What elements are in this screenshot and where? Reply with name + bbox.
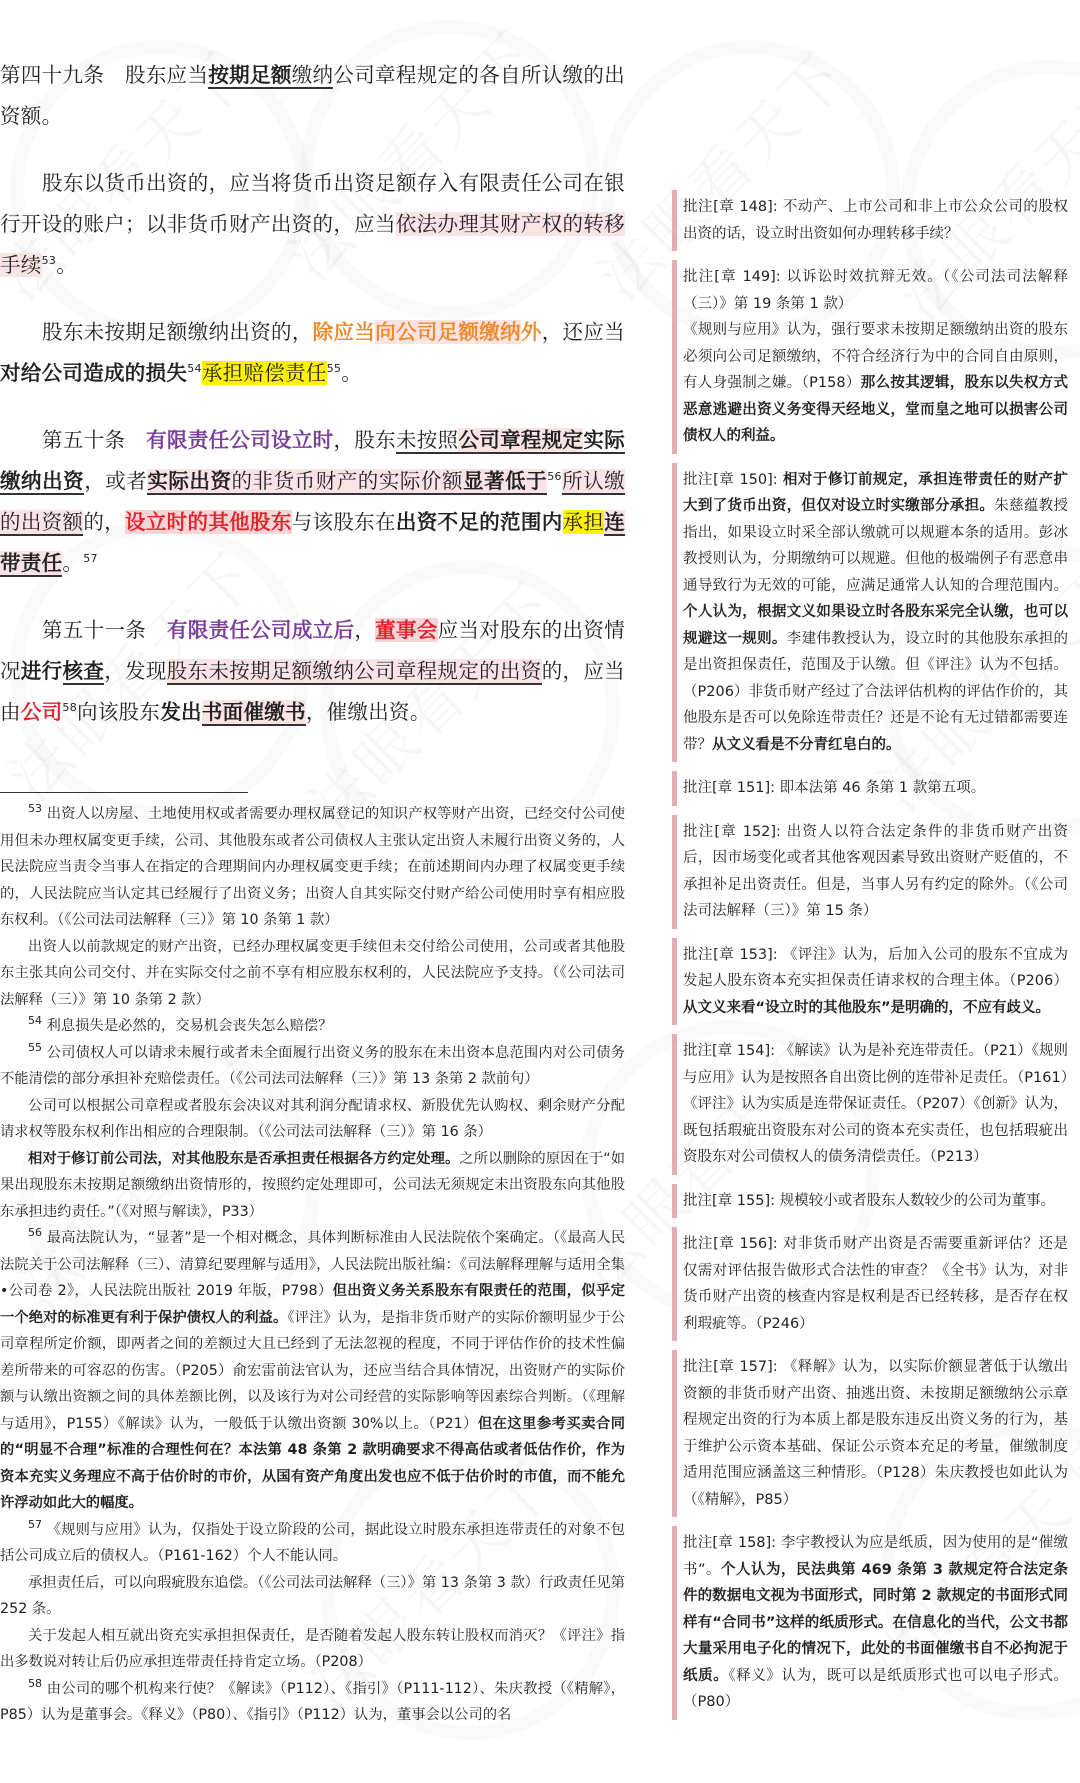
text-segment: 批注[章 149]: 以诉讼时效抗辩无效。（《公司法司法解释（三）》第 19 条第 1 款） — [683, 269, 1068, 312]
text-segment: 应当对股东的出资情况 — [0, 618, 625, 683]
text-segment: 。 — [341, 361, 363, 385]
text-segment: 《规则与应用》认为，仅指处于设立阶段的公司，据此设立时股东承担连带责任的对象不包括公司成立后的债权人。（P161-162）个人不能认同。 — [0, 1521, 625, 1564]
main-text — [0, 55, 625, 759]
text-segment: ，或者 — [84, 469, 148, 493]
text-segment: 依法办理其财产权的转移手续 — [0, 212, 625, 277]
text-segment: 对给公司造成的损失 — [0, 361, 188, 385]
text-segment: 之所以删除的原因在于“如果出现股东未按期足额缴纳出资情形的，按照约定处理即可，公司法无须规定未出资股东向其他股东承担违约责任。”（《对照与解读》，P33） — [0, 1150, 626, 1220]
text-segment: 《评注》认为，是指非货币财产的实际价额明显少于公司章程所定价额，即两者之间的差额过大且已经到了无法忽视的程度，不同于评估作价的技术性偏差所带来的可容忍的伤害。（P205）俞宏雷前法官认为，还应当结合具体情况，出资财产的实际价额与认缴出资额之间的具体差额比例，以及该行为对公司经营的实际影响等因素综合判断。（《理解与适用》，P155）《解读》认为，一般低于认缴出资额 30%以上。（P21） — [0, 1309, 625, 1432]
footnote-53 — [0, 801, 625, 934]
footnote-ref[interactable]: 58 — [28, 1676, 42, 1690]
text-segment: 董事会 — [375, 618, 438, 642]
text-segment: 股东以货币出资的，应当将货币出资足额存入有限责任公司在银行开设的账户；以非货币财产出资的，应当 — [0, 171, 625, 236]
text-segment: 未按照 — [395, 428, 459, 452]
text-segment: 除应当 — [312, 320, 376, 344]
text-segment: 批注[章 148]: 不动产、上市公司和非上市公众公司的股权出资的话，设立时出资如何办理转移手续？ — [683, 199, 1068, 242]
text-segment: 从文义来看“设立时的其他股东”是明确的，不应有歧义。 — [683, 999, 1051, 1016]
footnote-ref[interactable]: 56 — [547, 470, 562, 484]
text-segment: 批注[章 157]: 《释解》认为，以实际价额显著低于认缴出资额的非货币财产出资、抽逃出资、未按期足额缴纳公示章程规定出资的行为本质上都是股东违反出资义务的行为，基于维护公示资本基础、保证公示资本充足的考量，催缴制度适用范围应涵盖这三种情形。（P128）朱庆教授也如此认为（《精解》，P85） — [683, 1359, 1068, 1508]
footnote-ref[interactable]: 55 — [28, 1040, 42, 1054]
text-segment: 《规则与应用》认为，强行要求未按期足额缴纳出资的股东必须向公司足额缴纳，不符合经济行为中的合同自由原则，有人身强制之嫌。（P158） — [683, 322, 1068, 391]
text-segment: 设立时的其他股东 — [125, 510, 292, 534]
comment-152[interactable] — [672, 815, 1078, 929]
text-segment: 公司章程规定的各自所认缴的出资额。 — [0, 63, 625, 128]
footnote-55-note — [0, 1146, 625, 1226]
footnote-ref[interactable]: 53 — [41, 254, 57, 268]
text-segment: 所认缴的出资额 — [0, 469, 625, 534]
footnotes — [0, 801, 625, 1729]
text-segment: ，催缴出资。 — [305, 700, 431, 724]
text-segment: 最高法院认为，“显著”是一个相对概念，具体判断标准由人民法院依个案确定。（《最高人民法院关于公司法解释（三）、清算纪要理解与适用》，人民法院出版社编：《司法解释理解与适用全集•公司卷 2》，人民法院出版社 2019 年版，P798） — [0, 1230, 625, 1299]
text-segment: 公司 — [20, 700, 63, 724]
text-segment: ，还应当 — [541, 320, 625, 344]
comment-155[interactable] — [672, 1184, 1078, 1219]
text-segment: 第五十条 — [42, 428, 147, 452]
text-segment: 向该股东 — [77, 700, 161, 724]
comment-156[interactable] — [672, 1227, 1078, 1341]
text-segment: 公司债权人可以请求未履行或者未全面履行出资义务的股东在未出资本息范围内对公司债务不能清偿的部分承担补充赔偿责任。（《公司法司法解释（三）》第 13 条第 2 款前句） — [0, 1044, 625, 1087]
text-segment: 个人认为，民法典第 469 条第 3 款规定符合法定条件的数据电文视为书面形式，同时第 2 款规定的书面形式同样有“合同书”这样的纸质形式。在信息化的当代，公文书都大量采用电子化的情况下，此处的书面催缴书自不必拘泥于纸质。 — [683, 1561, 1068, 1684]
text-segment: 外 — [520, 320, 542, 344]
text-segment: 的，应当由 — [0, 659, 625, 724]
comment-150[interactable] — [672, 463, 1078, 763]
text-segment: 按期足额 — [208, 63, 292, 87]
text-segment: 关于发起人相互就出资充实承担担保责任，是否随着发起人股东转让股权而消灭？《评注》指出多数说对转让后仍应承担连带责任持肯定立场。（P208） — [0, 1627, 625, 1670]
footnote-ref[interactable]: 57 — [28, 1517, 42, 1531]
footnote-57-note — [0, 1623, 625, 1676]
text-segment: 公司可以根据公司章程或者股东会决议对其利润分配请求权、新股优先认购权、剩余财产分配请求权等股东权利作出相应的合理限制。（《公司法司法解释（三）》第 16 条） — [0, 1097, 625, 1140]
text-segment: 承担赔偿责任 — [201, 361, 327, 385]
text-segment: 有限责任公司成立后 — [166, 618, 355, 642]
text-segment: 批注[章 156]: 对非货币财产出资是否需要重新评估？还是仅需对评估报告做形式合法性的审查？《全书》认为，对非货币财产出资的核查内容是权利是否已经转移，是否存在权利瑕疵等。（P246） — [683, 1236, 1068, 1332]
text-segment: 批注[章 150]: — [683, 471, 783, 488]
text-segment: 但出资义务关系股东有限责任的范围，似乎定一个绝对的标准更有利于保护债权人的利益。 — [0, 1283, 626, 1326]
text-segment: ，股东 — [333, 428, 396, 452]
text-segment: 出资人以前款规定的财产出资，已经办理权属变更手续但未交付给公司使用，公司或者其他股东主张其向公司交付、并在实际交付之前不享有相应股东权利的，人民法院应予支持。（《公司法司法解释（三）》第 10 条第 2 款） — [0, 938, 625, 1008]
text-segment: 利息损失是必然的，交易机会丧失怎么赔偿？ — [42, 1018, 333, 1034]
text-segment: 李建伟教授认为，设立时的其他股东承担的是出资担保责任，范围及于认缴。但《评注》认为不包括。（P206）非货币财产经过了合法评估机构的评估作价的，其他股东是否可以免除连带责任？还是不论有无过错都需要连带？ — [683, 630, 1069, 753]
text-segment: 有限责任公司设立时 — [146, 428, 334, 452]
text-segment: 《释义》认为，既可以是纸质形式也可以电子形式。（P80） — [683, 1667, 1069, 1710]
text-segment: 与该股东在 — [291, 510, 396, 534]
text-segment: 批注[章 154]: 《解读》认为是补充连带责任。（P21）《规则与应用》认为是按照各自出资比例的连带补足责任。（P161）《评注》认为实质是连带保证责任。（P207）《创新》认为，既包括瑕疵出资股东对公司的资本充实责任，也包括瑕疵出资股东对公司债权人的债务清偿责任。（P213） — [683, 1043, 1068, 1165]
text-segment: 承担责任后，可以向瑕疵股东追偿。（《公司法司法解释（三）》第 13 条第 3 款）行政责任见第 252 条。 — [0, 1574, 625, 1617]
text-segment: 进行 — [20, 659, 63, 683]
comment-151[interactable] — [672, 771, 1078, 806]
footnote-ref[interactable]: 55 — [326, 362, 342, 376]
comment-148[interactable] — [672, 190, 1078, 251]
footnote-ref[interactable]: 56 — [28, 1226, 42, 1240]
text-segment: ，发现 — [104, 659, 167, 683]
footnote-ref[interactable]: 54 — [187, 362, 202, 376]
text-segment: 的非货币财产的实际价额 — [231, 469, 464, 493]
text-segment: 承担 — [562, 510, 605, 534]
text-segment: 批注[章 153]: 《评注》认为，后加入公司的股东不宜成为发起人股东资本充实担保责任请求权的合理主体。（P206） — [683, 946, 1068, 989]
footnote-divider — [0, 792, 248, 793]
footnote-ref[interactable]: 53 — [28, 802, 42, 816]
text-segment: 个人认为，根据文义如果设立时各股东采完全认缴，也可以规避这一规则。 — [683, 604, 1068, 647]
text-segment: 。 — [62, 551, 84, 575]
footnote-55 — [0, 1040, 625, 1093]
text-segment: 核查 — [62, 659, 105, 683]
text-segment: 批注[章 152]: 出资人以符合法定条件的非货币财产出资后，因市场变化或者其他客观因素导致出资财产贬值的，不承担补足出资责任。但是，当事人另有约定的除外。（《公司法司法解释（三）》第 15 条） — [683, 823, 1068, 919]
text-segment: 批注[章 158]: 李宇教授认为应是纸质，因为使用的是“催缴书”。 — [683, 1535, 1068, 1578]
text-segment: 相对于修订前规定，承担连带责任的财产扩大到了货币出资，但仅对设立时实缴部分承担。 — [683, 471, 1069, 514]
text-segment: 显著低于 — [463, 469, 548, 493]
text-segment: 连带责任 — [0, 510, 626, 575]
text-segment: 相对于修订前公司法，对其他股东是否承担责任根据各方约定处理。 — [28, 1150, 460, 1167]
text-segment: 那么按其逻辑，股东以失权方式恶意逃避出资义务变得天经地义，堂而皇之地可以损害公司债权人的利益。 — [683, 375, 1069, 444]
text-segment: 发出 — [160, 700, 202, 724]
text-segment: 股东未按期足额缴纳出资的， — [42, 320, 313, 344]
text-segment: 出资不足的范围内 — [395, 510, 563, 534]
article-49-para-2 — [0, 163, 625, 286]
footnote-53-cont — [0, 934, 625, 1014]
footnote-56 — [0, 1225, 625, 1517]
text-segment: 第五十一条 — [42, 618, 167, 642]
article-49-para-3 — [0, 312, 625, 394]
footnote-ref[interactable]: 57 — [83, 552, 98, 566]
text-segment: 但在这里参考买卖合同的“明显不合理”标准的合理性何在？本法第 48 条第 2 款明确要求不得高估或者低估作价，作为资本充实义务理应不高于估价时的市价，从国有资产角度出发也应不低于估价时的市值，而不能允许浮动如此大的幅度。 — [0, 1415, 626, 1511]
text-segment: 实际出资 — [147, 469, 232, 493]
article-49 — [0, 55, 625, 137]
comment-157[interactable] — [672, 1350, 1078, 1517]
footnote-ref[interactable]: 58 — [62, 701, 78, 715]
text-segment: 公司章程规定 — [458, 428, 584, 452]
comment-149[interactable] — [672, 260, 1078, 454]
text-segment: 的， — [83, 510, 126, 534]
text-segment: 向公司足额缴纳 — [375, 320, 521, 344]
text-segment: 缴纳 — [291, 63, 334, 87]
text-segment: 实际缴纳出资 — [0, 428, 625, 493]
comment-153[interactable] — [672, 938, 1078, 1026]
text-segment: 。 — [56, 253, 78, 277]
article-51 — [0, 610, 625, 733]
footnote-58 — [0, 1676, 625, 1729]
footnote-55-cont — [0, 1093, 625, 1146]
text-segment: 出资人以房屋、土地使用权或者需要办理权属登记的知识产权等财产出资，已经交付公司使用但未办理权属变更手续，公司、其他股东或者公司债权人主张认定出资人未履行出资义务的，人民法院应当责令当事人在指定的合理期间内办理权属变更手续；在前述期间内办理了权属变更手续的，人民法院应当认定其已经履行了出资义务；出资人自其实际交付财产给公司使用时享有相应股东权利。（《公司法司法解释（三）》第 10 条第 1 款） — [0, 806, 625, 928]
comment-154[interactable] — [672, 1034, 1078, 1175]
text-segment: 书面催缴书 — [201, 700, 306, 724]
footnote-54 — [0, 1013, 625, 1040]
text-segment: 第四十九条 股东应当 — [0, 63, 209, 87]
footnote-ref[interactable]: 54 — [28, 1014, 42, 1028]
text-segment: 从文义看是不分青红皂白的。 — [712, 736, 901, 753]
text-segment: 股东未按期足额缴纳公司章程规定的出资 — [166, 659, 542, 683]
text-segment: 朱慈蕴教授指出，如果设立时采全部认缴就可以规避本条的适用。彭冰教授则认为，分期缴纳可以规避。但他的极端例子有恶意串通导致行为无效的可能，应满足通常人认知的合理范围内。 — [683, 498, 1068, 594]
footnote-57 — [0, 1517, 625, 1570]
comment-158[interactable] — [672, 1526, 1078, 1720]
footnote-57-cont — [0, 1570, 625, 1623]
text-segment: ， — [354, 618, 376, 642]
text-segment: 由公司的哪个机构来行使？《解读》（P112）、《指引》（P111-112）、朱庆教授（《精解》，P85）认为是董事会。《释义》（P80）、《指引》（P112）认为，董事会以公司的名 — [0, 1680, 625, 1723]
text-segment: 批注[章 151]: 即本法第 46 条第 1 款第五项。 — [683, 780, 986, 796]
comment-sidebar — [672, 190, 1078, 1729]
text-segment: 批注[章 155]: 规模较小或者股东人数较少的公司为董事。 — [683, 1192, 1056, 1209]
article-50 — [0, 420, 625, 584]
